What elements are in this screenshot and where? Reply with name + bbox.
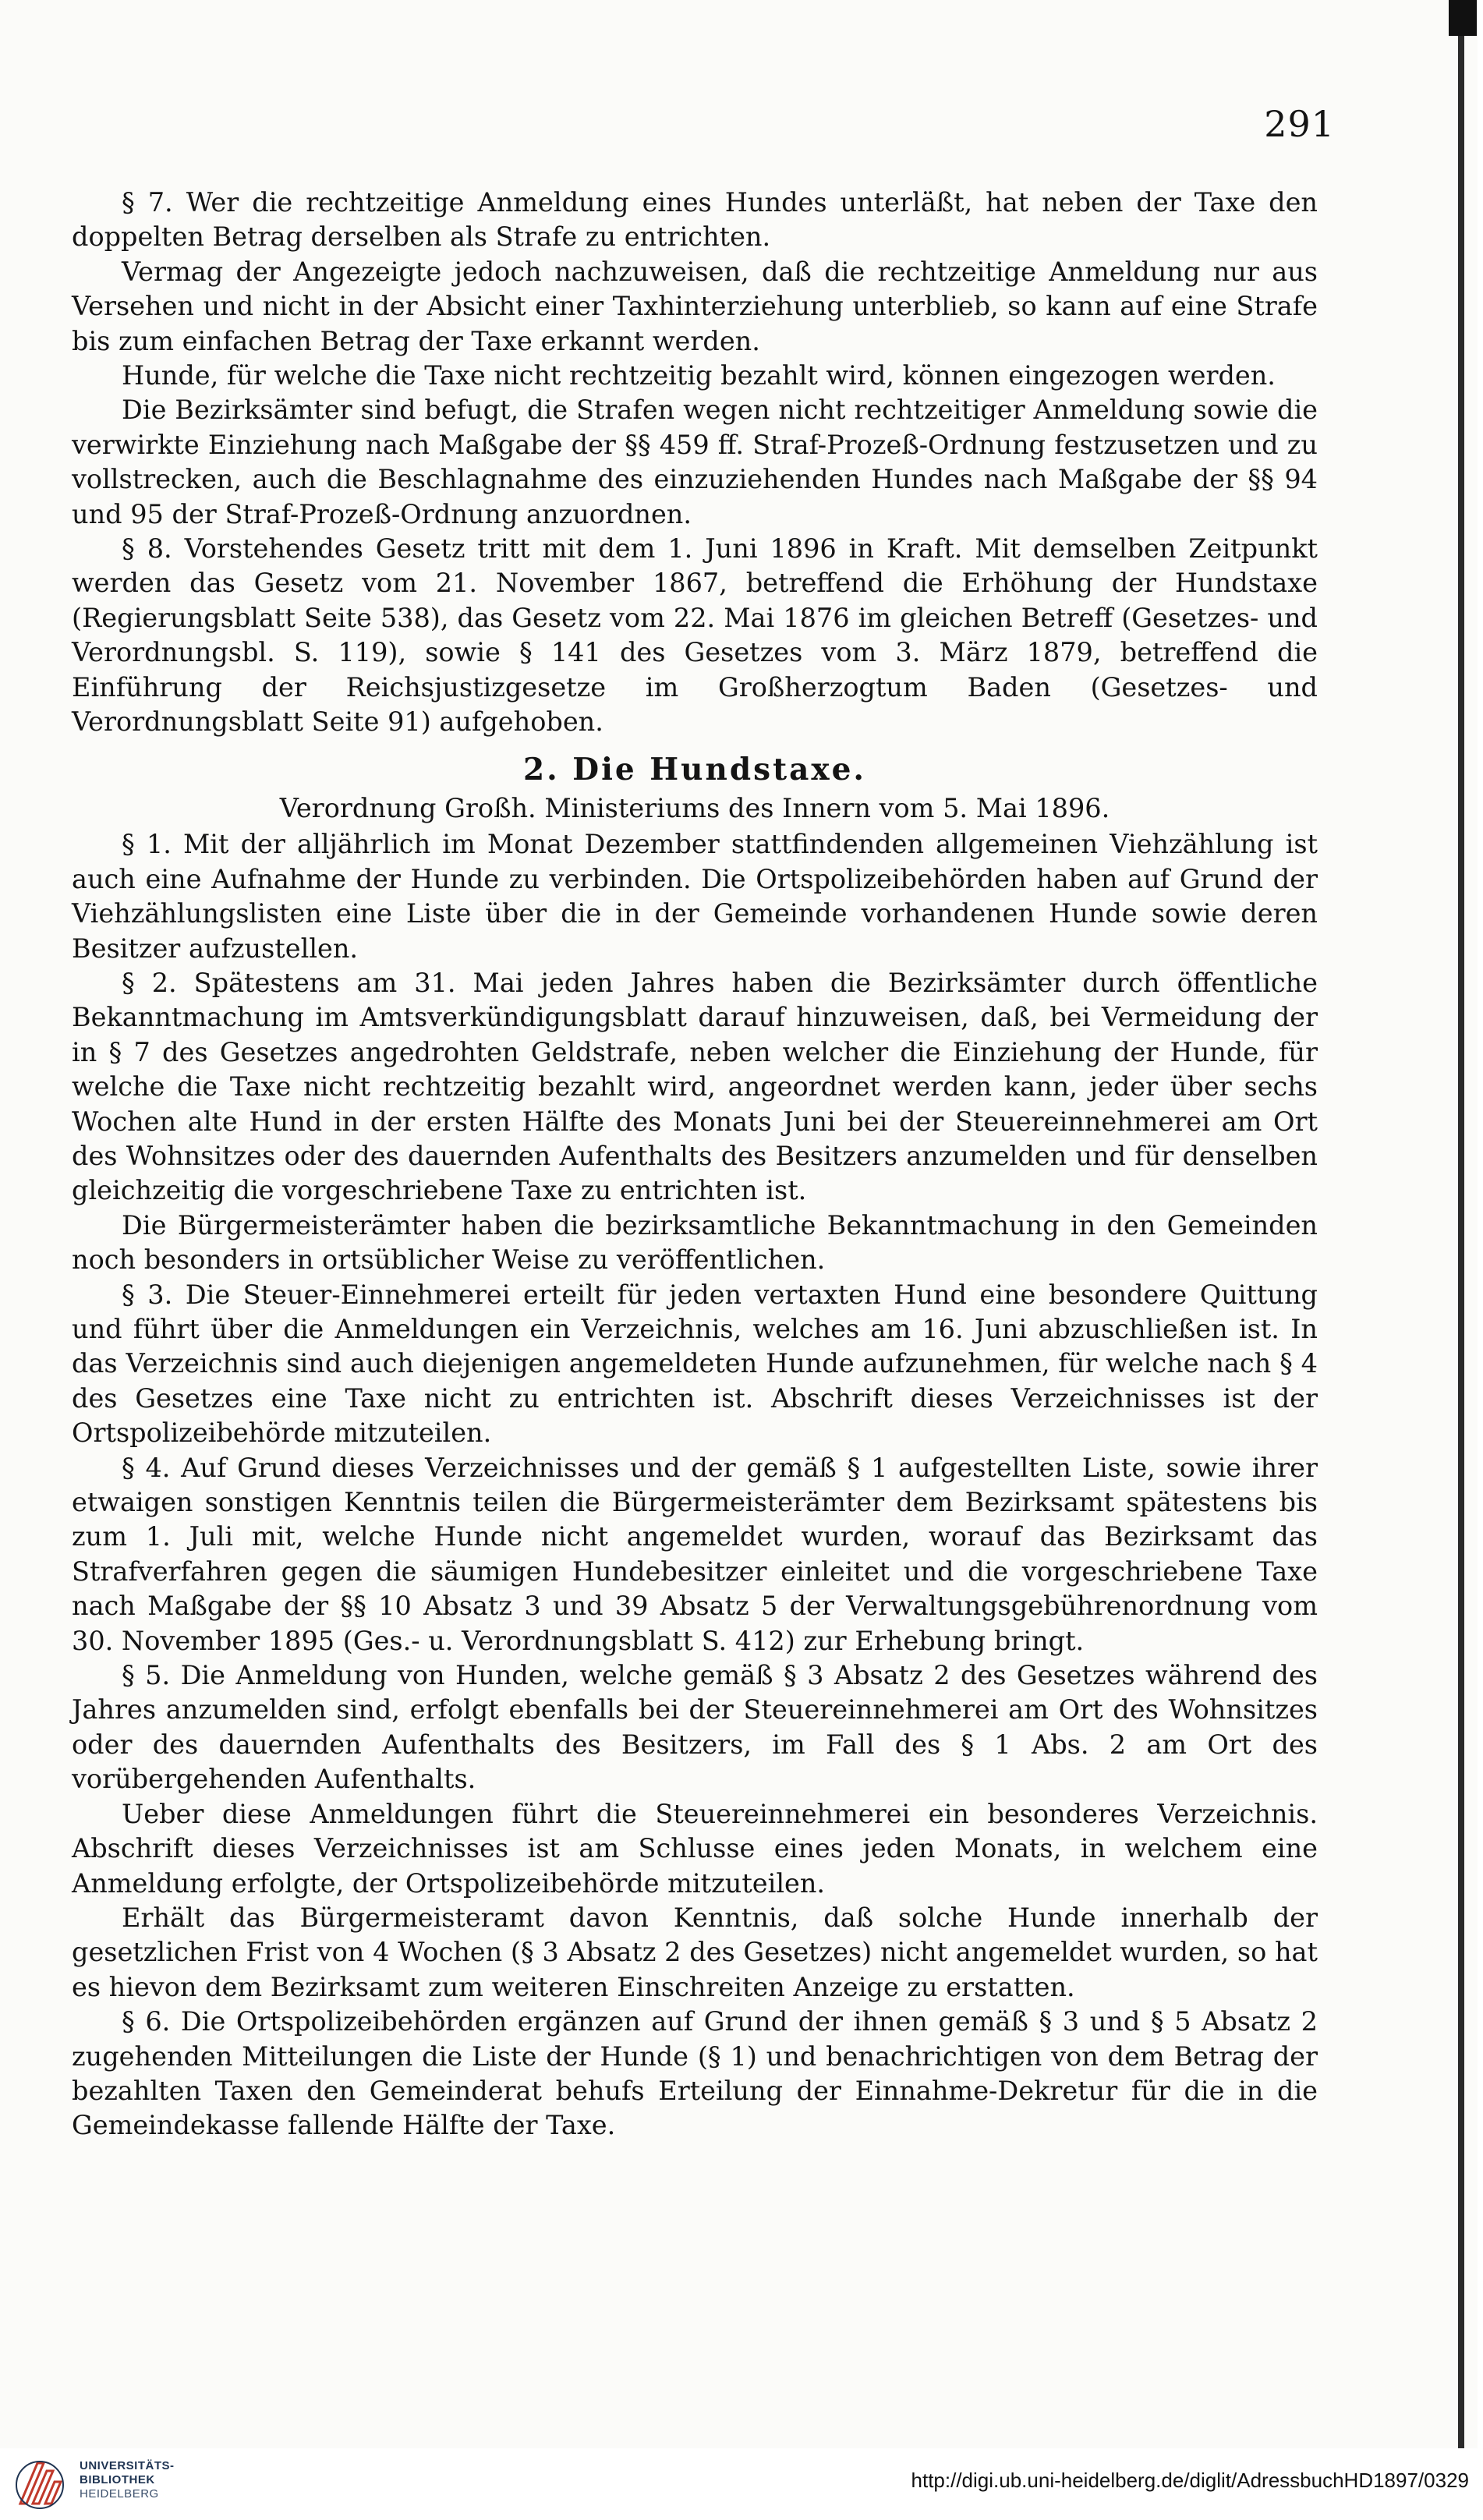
library-name <box>80 2459 175 2501</box>
paragraph-8: § 8. Vorstehendes Gesetz tritt mit dem 1. Juni 1896 in Kraft. Mit demselben Zeitpunkt werden das Gesetz vom 21. November 1867, betreffend die Erhöhung der Hundstaxe (Regierungsblatt Seite 538), das Gesetz vom 22. Mai 1876 im gleichen Betreff (Gesetzes- und Verordnungsbl. S. 119), sowie § 141 des Gesetzes vom 3. März 1879, betreffend die Einführung der Reichsjustizgesetze im Großherzogtum Baden (Gesetzes- und Verordnungsblatt Seite 91) aufgehoben. <box>72 533 1318 738</box>
paragraph: Die Bezirksämter sind befugt, die Strafen wegen nicht rechtzeitiger Anmeldung sowie die verwirkte Einziehung nach Maßgabe der §§ 459 ff. Straf-Prozeß-Ordnung festzusetzen und zu vollstrecken, auch die Beschlagnahme des einzuziehenden Hundes nach Maßgabe der §§ 94 und 95 der Straf-Prozeß-Ordnung anzuordnen. <box>72 395 1318 529</box>
paragraph: Erhält das Bürgermeisteramt davon Kenntnis, daß solche Hunde innerhalb der gesetzlichen Frist von 4 Wochen (§ 3 Absatz 2 des Gesetzes) nicht angemeldet wurden, so hat es hievon dem Bezirksamt zum weiteren Einschreiten Anzeige zu erstatten. <box>72 1902 1318 2002</box>
paragraph-2: § 2. Spätestens am 31. Mai jeden Jahres haben die Bezirksämter durch öffentliche Bekanntmachung im Amtsverkündigungsblatt darauf hinzuweisen, daß, bei Vermeidung der in § 7 des Gesetzes angedrohten Geldstrafe, neben welcher die Einziehung der Hunde, für welche die Taxe nicht rechtzeitig bezahlt wird, angeordnet werden kann, jeder über sechs Wochen alte Hund in der ersten Hälfte des Monats Juni bei der Steuereinnehmerei am Ort des Wohnsitzes oder des dauernden Aufenthalts des Besitzers anzumelden und für denselben gleichzeitig die vorgeschriebene Taxe zu entrichten ist. <box>72 967 1318 1206</box>
body-text <box>72 186 1318 2143</box>
section-title: 2. Die Hundstaxe. <box>522 751 867 788</box>
section-subtitle: Verordnung Großh. Ministeriums des Innern vom 5. Mai 1896. <box>279 792 1110 823</box>
library-name-line2: BIBLIOTHEK <box>80 2473 155 2486</box>
source-url-link[interactable]: http://digi.ub.uni-heidelberg.de/diglit/AdressbuchHD1897/0329 <box>911 2469 1469 2492</box>
university-library-logo-icon <box>14 2457 65 2510</box>
library-name-line1: UNIVERSITÄTS- <box>80 2459 175 2472</box>
page-number: 291 <box>1264 103 1335 145</box>
paragraph: Hunde, für welche die Taxe nicht rechtzeitig bezahlt wird, können eingezogen werden. <box>122 360 1276 391</box>
paragraph-6: § 6. Die Ortspolizeibehörden ergänzen auf Grund der ihnen gemäß § 3 und § 5 Absatz 2 zugehenden Mitteilungen die Liste der Hunde (§ 1) und benachrichtigen von dem Betrag der bezahlten Taxen den Gemeinderat behufs Erteilung der Einnahme-Dekretur für die in die Gemeindekasse fallende Hälfte der Taxe. <box>72 2006 1318 2141</box>
paragraph: Ueber diese Anmeldungen führt die Steuereinnehmerei ein besonderes Verzeichnis. Abschrift dieses Verzeichnisses ist am Schlusse eines jeden Monats, in welchem eine Anmeldung erfolgte, der Ortspolizeibehörde mitzuteilen. <box>72 1798 1318 1899</box>
paragraph: Die Bürgermeisterämter haben die bezirksamtliche Bekanntmachung in den Gemeinden noch besonders in ortsüblicher Weise zu veröffentlichen. <box>72 1209 1318 1276</box>
library-name-line3: HEIDELBERG <box>80 2487 159 2501</box>
paragraph: Vermag der Angezeigte jedoch nachzuweisen, daß die rechtzeitige Anmeldung nur aus Versehen und nicht in der Absicht einer Taxhinterziehung unterblieb, so kann auf eine Strafe bis zum einfachen Betrag der Taxe erkannt werden. <box>72 256 1318 356</box>
page-edge-shadow <box>1458 0 1464 2464</box>
paragraph-4: § 4. Auf Grund dieses Verzeichnisses und der gemäß § 1 aufgestellten Liste, sowie ihrer etwaigen sonstigen Kenntnis teilen die Bürgermeisterämter dem Bezirksamt spätestens bis zum 1. Juli mit, welche Hunde nicht angemeldet wurden, worauf das Bezirksamt das Strafverfahren gegen die säumigen Hundebesitzer einleitet und die vorgeschriebene Taxe nach Maßgabe der §§ 10 Absatz 3 und 39 Absatz 5 der Verwaltungsgebührenordnung vom 30. November 1895 (Ges.- u. Verordnungsblatt S. 412) zur Erhebung bringt. <box>72 1452 1318 1656</box>
paragraph-1: § 1. Mit der alljährlich im Monat Dezember stattfindenden allgemeinen Viehzählung ist auch eine Aufnahme der Hunde zu verbinden. Die Ortspolizeibehörden haben auf Grund der Viehzählungslisten eine Liste über die in der Gemeinde vorhandenen Hunde sowie deren Besitzer aufzustellen. <box>72 829 1318 964</box>
paragraph-7: § 7. Wer die rechtzeitige Anmeldung eines Hundes unterläßt, hat neben der Taxe den doppelten Betrag derselben als Strafe zu entrichten. <box>72 187 1318 253</box>
paragraph-5: § 5. Die Anmeldung von Hunden, welche gemäß § 3 Absatz 2 des Gesetzes während des Jahres anzumelden sind, erfolgt ebenfalls bei der Steuereinnehmerei am Ort des Wohnsitzes oder des dauernden Aufenthalts des Besitzers, im Fall des § 1 Abs. 2 am Ort des vorübergehenden Aufenthalts. <box>72 1660 1318 1795</box>
page-corner-mark <box>1449 0 1477 36</box>
paragraph-3: § 3. Die Steuer-Einnehmerei erteilt für jeden vertaxten Hund eine besondere Quittung und führt über die Anmeldungen ein Verzeichnis, welches am 16. Juni abzuschließen ist. In das Verzeichnis sind auch diejenigen angemeldeten Hunde aufzunehmen, für welche nach § 4 des Gesetzes eine Taxe nicht zu entrichten ist. Abschrift dieses Verzeichnisses ist der Ortspolizeibehörde mitzuteilen. <box>72 1279 1318 1449</box>
